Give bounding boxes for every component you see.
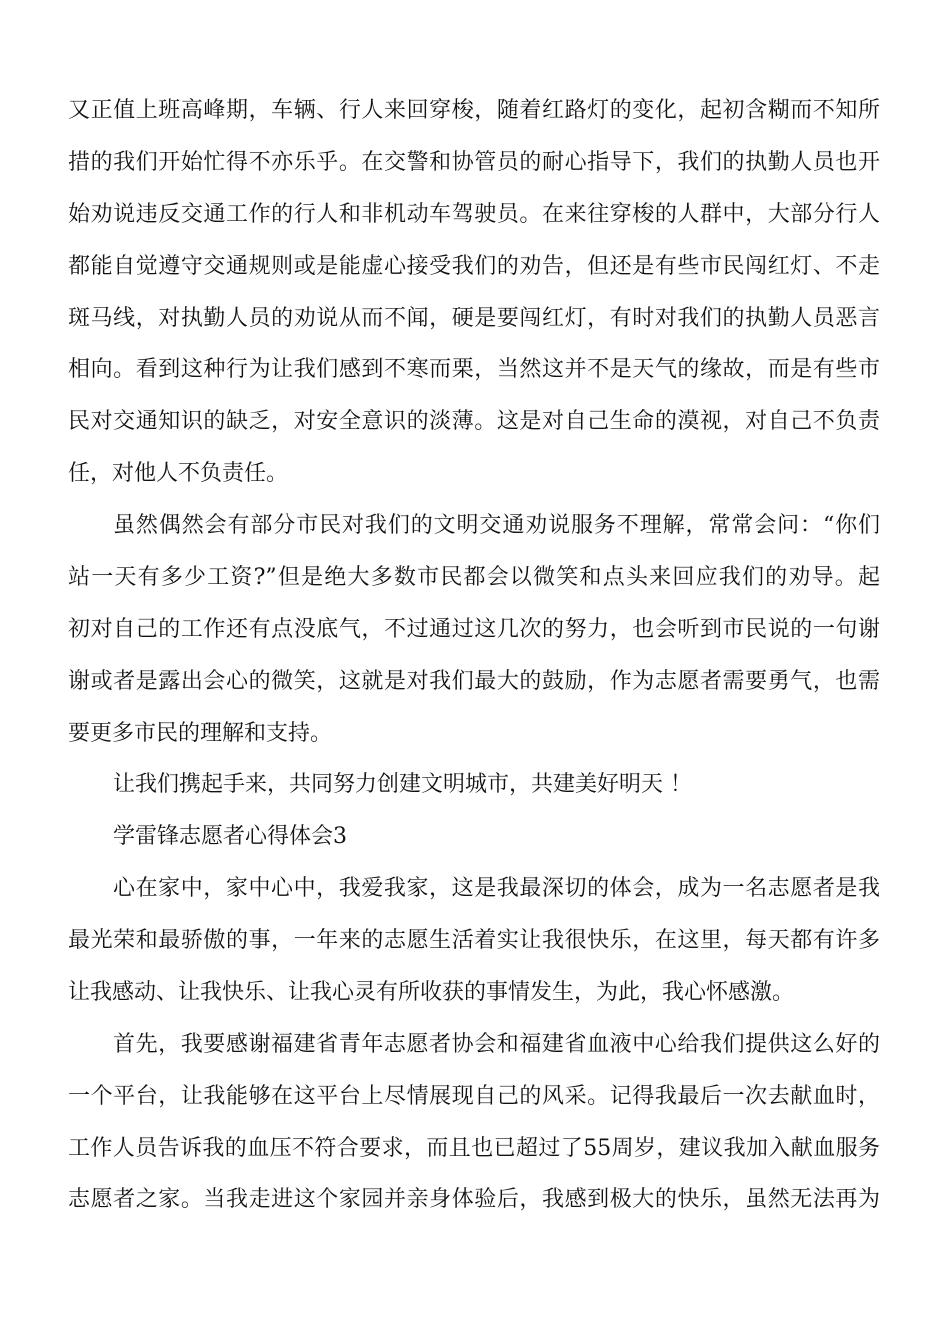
paragraph-first-line: 让我们携起手来，共同努力创建文明城市，共建美好明天 ！ <box>113 772 692 797</box>
text-line: 让我感动、让我快乐、让我心灵有所收获的事情发生，为此，我心怀感激。 <box>68 980 795 1005</box>
text-line: 一个平台，让我能够在这平台上尽情展现自己的风采。记得我最后一次去献血时， <box>68 1084 880 1109</box>
text-line: 任，对他人不负责任。 <box>68 461 289 486</box>
text-line: 志愿者之家。当我走进这个家园并亲身体验后，我感到极大的快乐，虽然无法再为 <box>68 1187 880 1212</box>
text-line: 工作人员告诉我的血压不符合要求，而且也已超过了55周岁，建议我加入献血服务 <box>68 1136 880 1161</box>
text-line: 站一天有多少工资?”但是绝大多数市民都会以微笑和点头来回应我们的劝导。起 <box>68 565 880 590</box>
text-line: 措的我们开始忙得不亦乐乎。在交警和协管员的耐心指导下，我们的执勤人员也开 <box>68 150 880 175</box>
text-line: 始劝说违反交通工作的行人和非机动车驾驶员。在来往穿梭的人群中，大部分行人 <box>68 202 880 227</box>
paragraph-first-line: 心在家中，家中心中，我爱我家，这是我最深切的体会，成为一名志愿者是我 <box>113 876 880 901</box>
text-line: 又正值上班高峰期，车辆、行人来回穿梭，随着红路灯的变化，起初含糊而不知所 <box>68 98 880 123</box>
paragraph-first-line: 首先，我要感谢福建省青年志愿者协会和福建省血液中心给我们提供这么好的 <box>113 1032 880 1057</box>
text-line: 民对交通知识的缺乏，对安全意识的淡薄。这是对自己生命的漠视，对自己不负责 <box>68 409 880 434</box>
text-line: 相向。看到这种行为让我们感到不寒而栗，当然这并不是天气的缘故，而是有些市 <box>68 357 880 382</box>
text-line: 最光荣和最骄傲的事，一年来的志愿生活着实让我很快乐，在这里，每天都有许多 <box>68 928 880 953</box>
text-line: 谢或者是露出会心的微笑，这就是对我们最大的鼓励，作为志愿者需要勇气，也需 <box>68 669 880 694</box>
text-line: 要更多市民的理解和支持。 <box>68 721 333 746</box>
section-heading: 学雷锋志愿者心得体会3 <box>113 824 347 849</box>
text-line: 初对自己的工作还有点没底气，不过通过这几次的努力，也会听到市民说的一句谢 <box>68 617 880 642</box>
text-line: 都能自觉遵守交通规则或是能虚心接受我们的劝告，但还是有些市民闯红灯、不走 <box>68 254 880 279</box>
text-line: 斑马线，对执勤人员的劝说从而不闻，硬是要闯红灯，有时对我们的执勤人员恶言 <box>68 306 880 331</box>
paragraph-first-line: 虽然偶然会有部分市民对我们的文明交通劝说服务不理解，常常会问：“你们 <box>113 513 880 538</box>
